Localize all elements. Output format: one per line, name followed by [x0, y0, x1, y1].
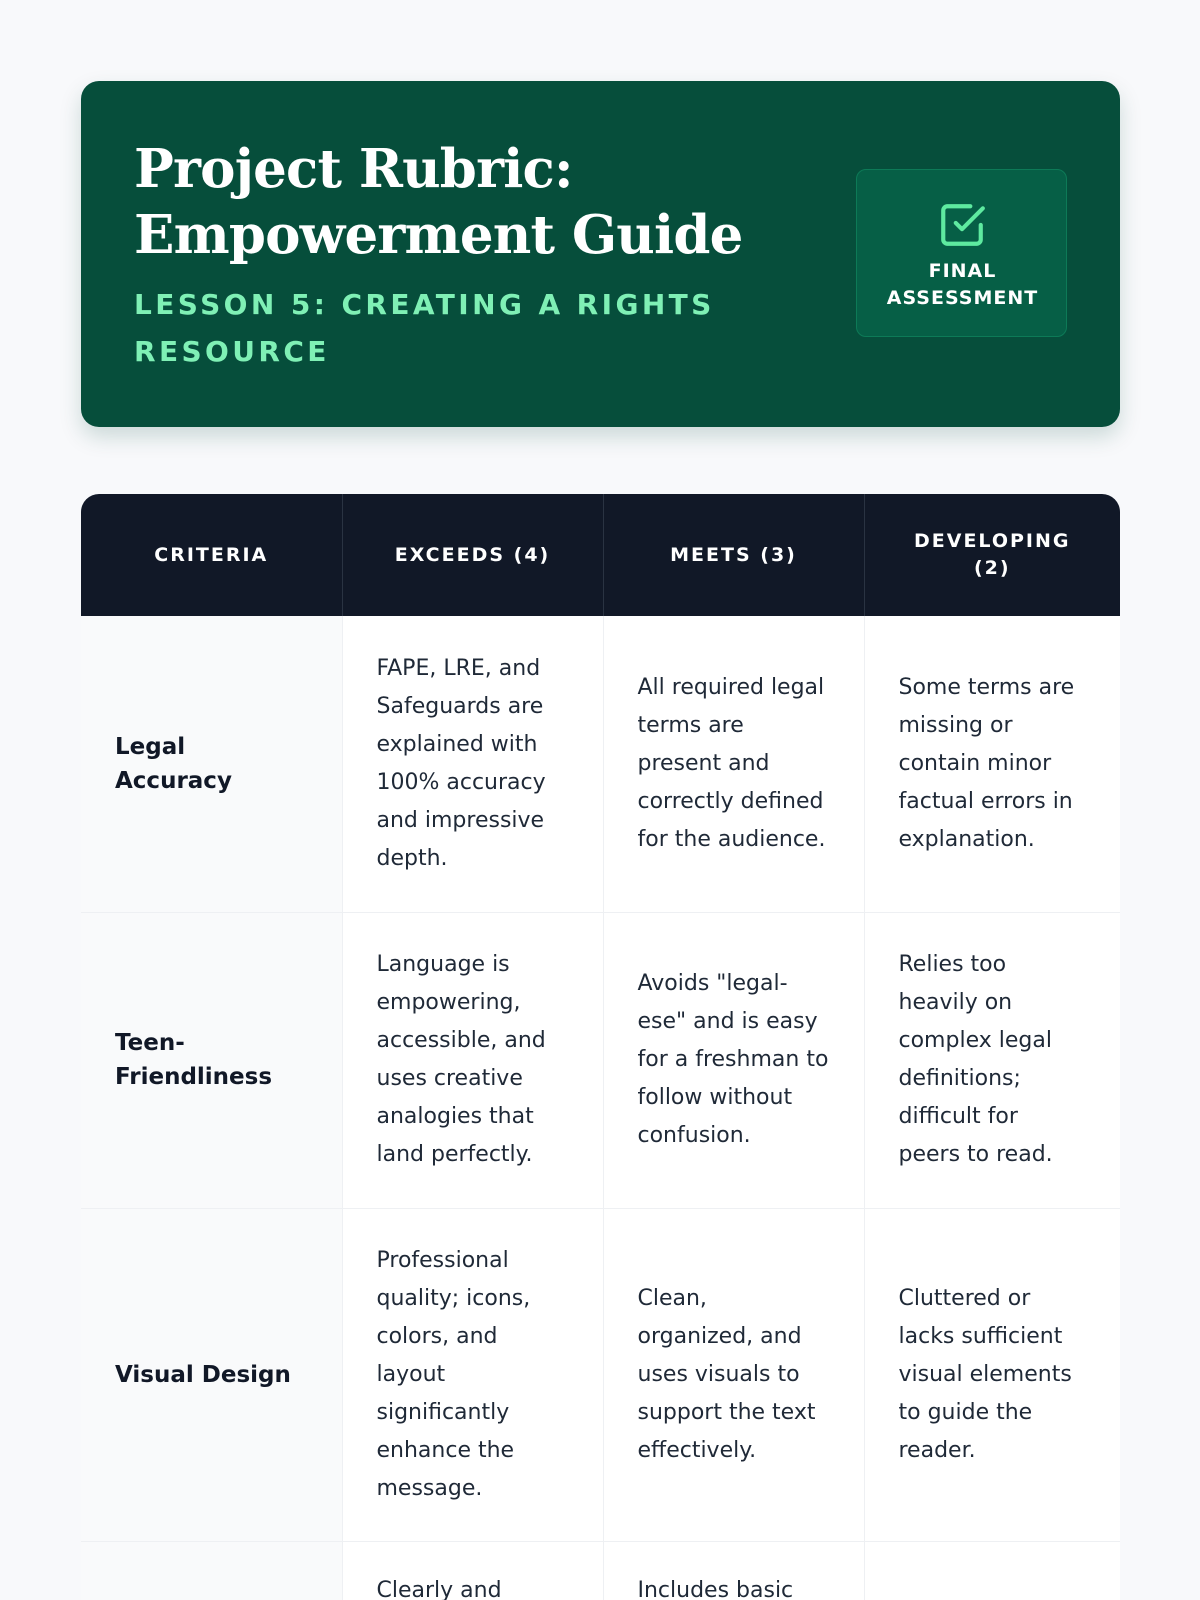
check-square-icon [937, 200, 987, 250]
page-title: Project Rubric: Empowerment Guide [134, 138, 743, 266]
rubric-header-row [81, 494, 1120, 616]
developing-cell [864, 1541, 1120, 1600]
lesson-subtitle: LESSON 5: CREATING A RIGHTS RESOURCE [134, 288, 715, 368]
exceeds-cell: Professional quality; icons, colors, and layout significantly enhance the message. [342, 1208, 603, 1541]
criteria-cell: Visual Design [81, 1208, 342, 1541]
criteria-cell: Teen-Friendliness [81, 912, 342, 1208]
meets-cell: All required legal terms are present and correctly defined for the audience. [603, 616, 864, 912]
table-row [81, 912, 1120, 1208]
badge-label: FINAL ASSESSMENT [886, 260, 1039, 309]
exceeds-cell: Clearly and [342, 1541, 603, 1600]
table-row [81, 616, 1120, 912]
table-row [81, 1208, 1120, 1541]
exceeds-cell: Language is empowering, accessible, and uses creative analogies that land perfectly. [342, 912, 603, 1208]
rubric-table [81, 494, 1120, 1600]
final-assessment-badge [856, 169, 1067, 337]
header-banner [81, 81, 1120, 427]
column-header-criteria: CRITERIA [81, 494, 342, 616]
meets-cell: Avoids "legal-ese" and is easy for a freshman to follow without confusion. [603, 912, 864, 1208]
criteria-cell: Legal Accuracy [81, 616, 342, 912]
column-header-meets: MEETS (3) [603, 494, 864, 616]
table-row [81, 1541, 1120, 1600]
exceeds-cell: FAPE, LRE, and Safeguards are explained with 100% accuracy and impressive depth. [342, 616, 603, 912]
column-header-exceeds: EXCEEDS (4) [342, 494, 603, 616]
meets-cell: Clean, organized, and uses visuals to support the text effectively. [603, 1208, 864, 1541]
developing-cell: Relies too heavily on complex legal definitions; difficult for peers to read. [864, 912, 1120, 1208]
developing-cell: Cluttered or lacks sufficient visual elements to guide the reader. [864, 1208, 1120, 1541]
column-header-developing: DEVELOPING (2) [864, 494, 1120, 616]
developing-cell: Some terms are missing or contain minor factual errors in explanation. [864, 616, 1120, 912]
meets-cell: Includes basic [603, 1541, 864, 1600]
criteria-cell [81, 1541, 342, 1600]
